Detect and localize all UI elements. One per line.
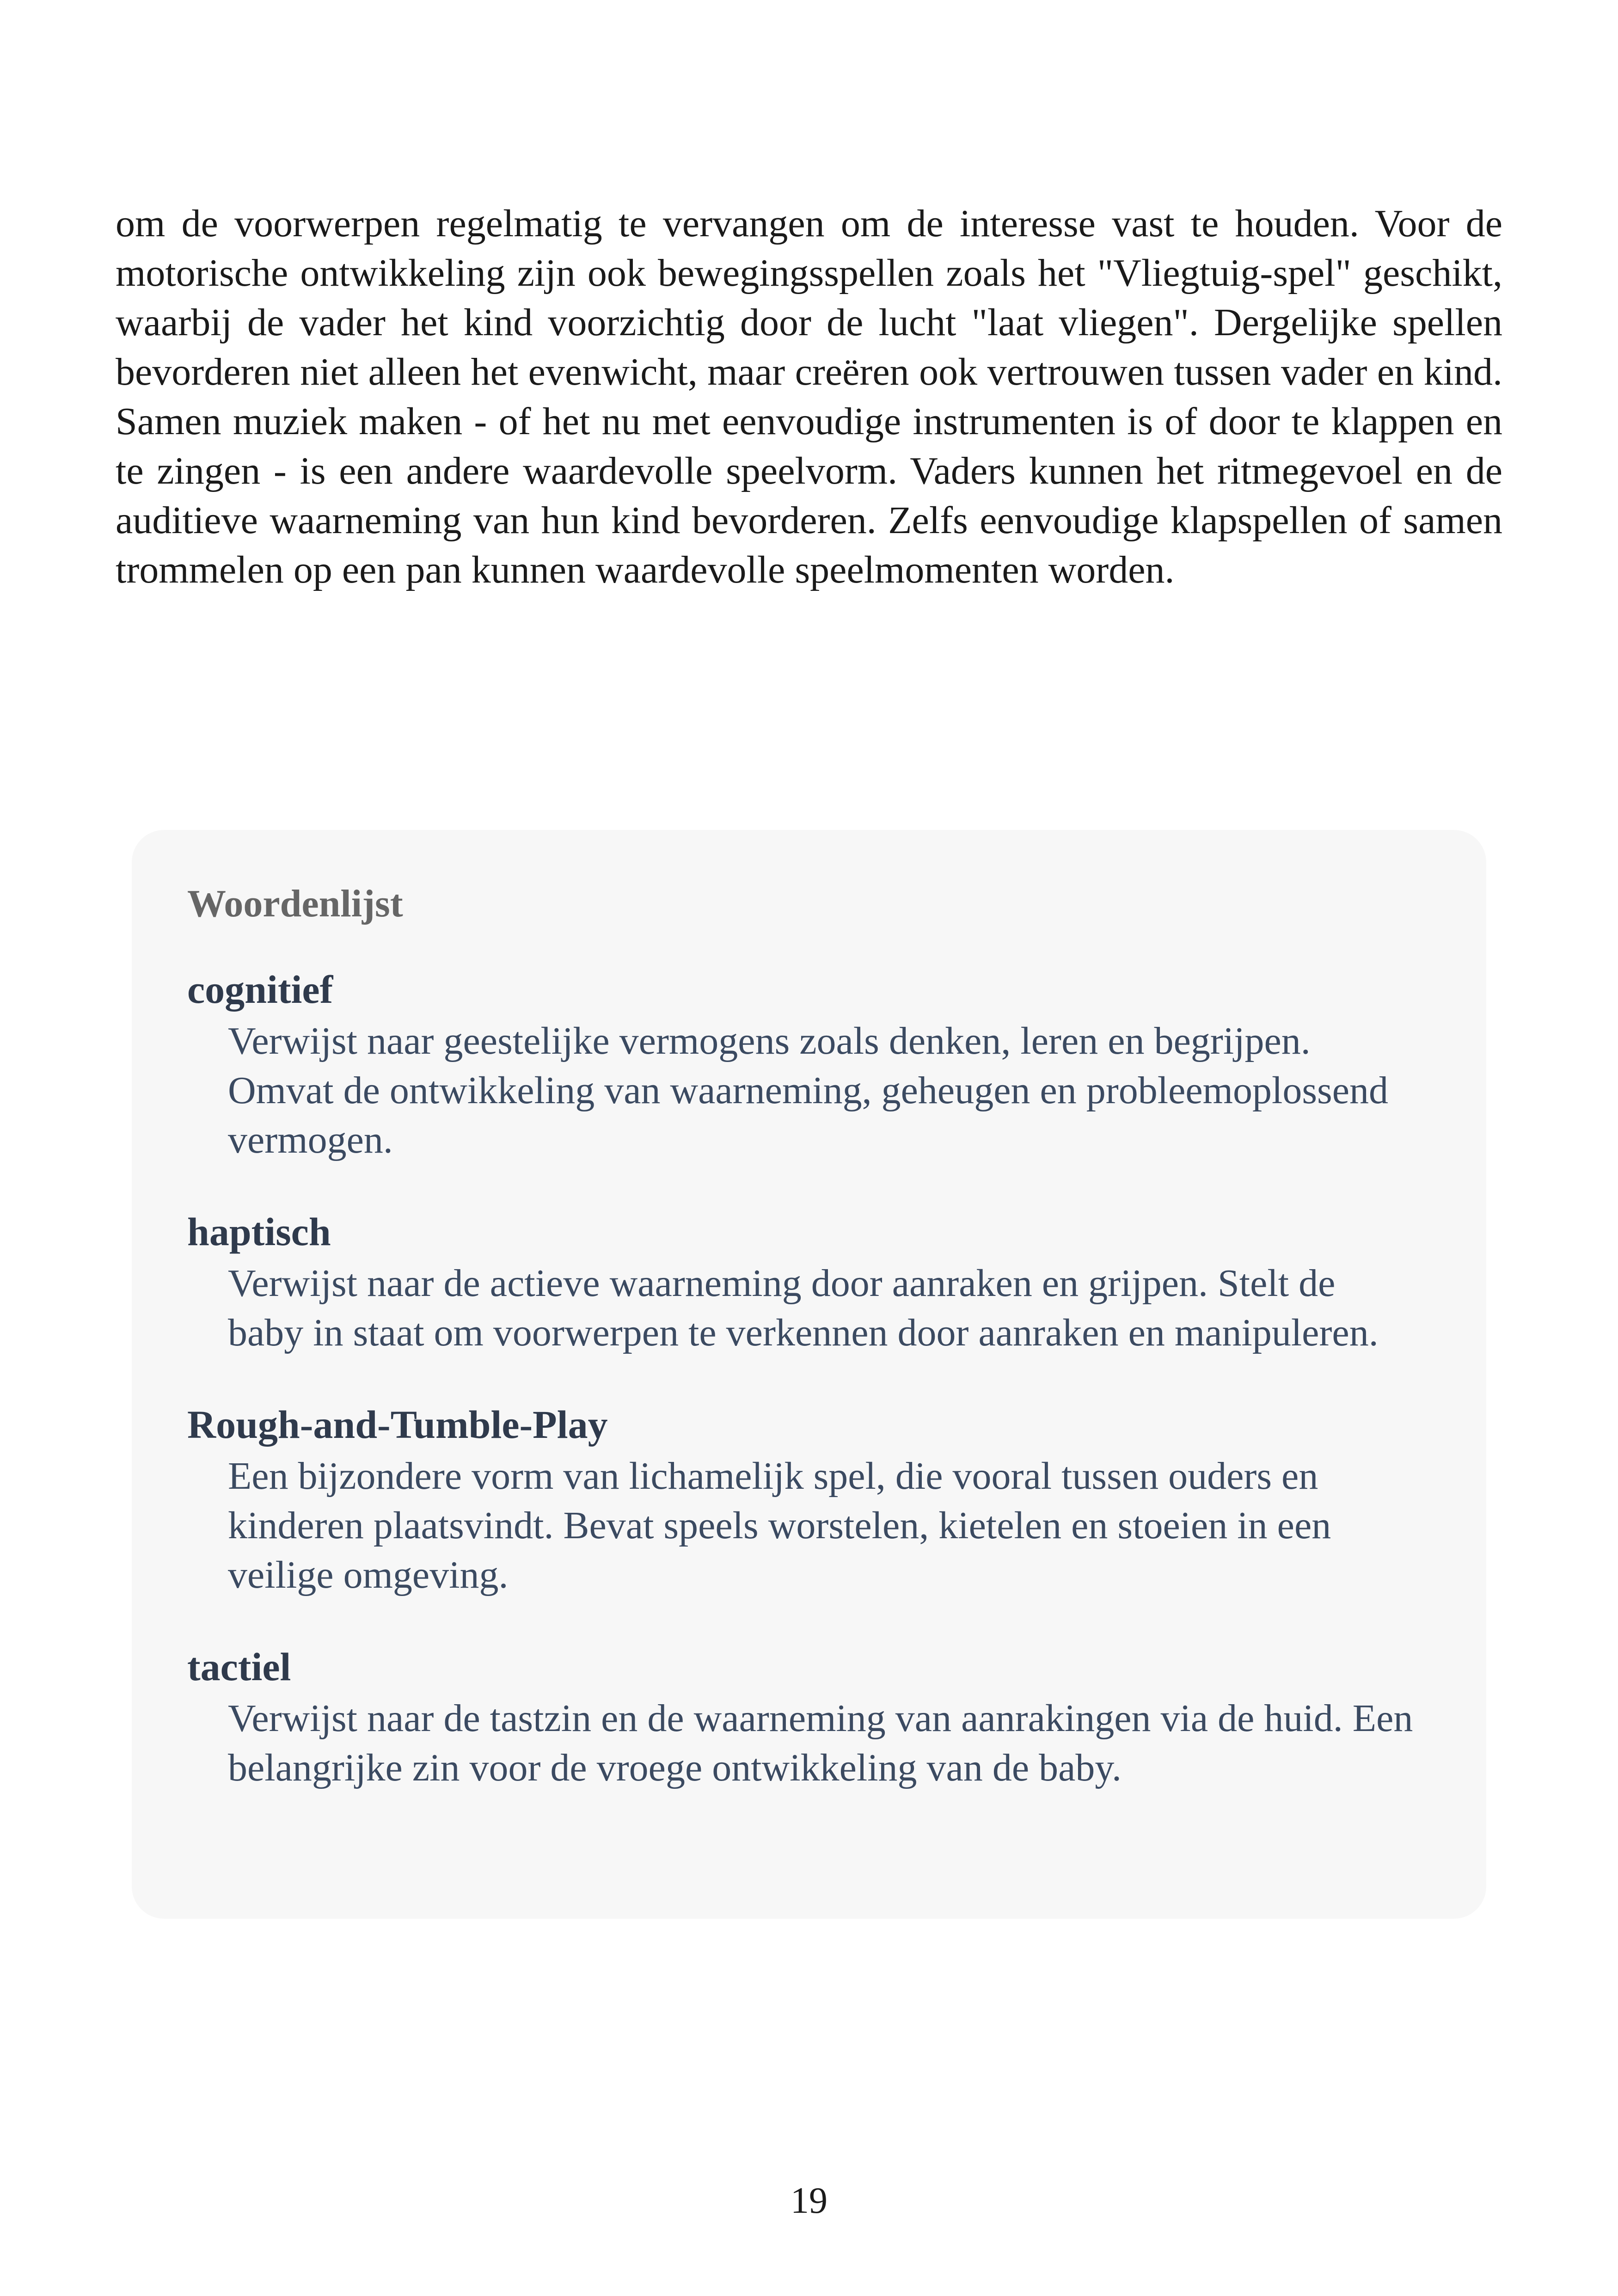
glossary-term: Rough-and-Tumble-Play xyxy=(187,1402,608,1447)
glossary-title: Woordenlijst xyxy=(187,882,403,925)
glossary-term: haptisch xyxy=(187,1209,331,1254)
page-number: 19 xyxy=(791,2180,827,2221)
glossary-entry-haptisch xyxy=(187,1209,1417,1357)
glossary-entry-tactiel xyxy=(187,1644,1417,1793)
glossary-definition: Een bijzondere vorm van lichamelijk spel, die vooral tussen ouders en kinderen plaatsvindt. Bevat speels worstelen, kietelen en stoeien in een veilige omgeving. xyxy=(228,1455,1331,1596)
glossary-definition: Verwijst naar de actieve waarneming door aanraken en grijpen. Stelt de baby in staat om voorwerpen te verkennen door aanraken en manipuleren. xyxy=(228,1262,1379,1354)
body-paragraph: om de voorwerpen regelmatig te vervangen om de interesse vast te houden. Voor de motorische ontwikkeling zijn ook bewegingsspellen zoals het "Vliegtuig-spel" geschikt, waarbij de vader het kind voorzichtig door de lucht "laat vliegen". Dergelijke spellen bevorderen niet alleen het evenwicht, maar creëren ook vertrouwen tussen vader en kind. Samen muziek maken - of het nu met eenvoudige instrumenten is of door te klappen en te zingen - is een andere waardevolle speelvorm. Vaders kunnen het ritmegevoel en de auditieve waarneming van hun kind bevorderen. Zelfs eenvoudige klapspellen of samen trommelen op een pan kunnen waardevolle speelmomenten worden. xyxy=(116,202,1502,591)
glossary-term: cognitief xyxy=(187,967,333,1012)
glossary-entry-cognitief xyxy=(187,966,1417,1165)
glossary-entry-rough-and-tumble-play xyxy=(187,1401,1417,1600)
glossary-definition: Verwijst naar de tastzin en de waarneming van aanrakingen via de huid. Een belangrijke zin voor de vroege ontwikkeling van de baby. xyxy=(228,1697,1413,1789)
glossary-definition: Verwijst naar geestelijke vermogens zoals denken, leren en begrijpen. Omvat de ontwikkeling van waarneming, geheugen en probleemoplossend vermogen. xyxy=(228,1019,1388,1161)
glossary-term: tactiel xyxy=(187,1645,291,1689)
glossary-box xyxy=(132,830,1486,1919)
